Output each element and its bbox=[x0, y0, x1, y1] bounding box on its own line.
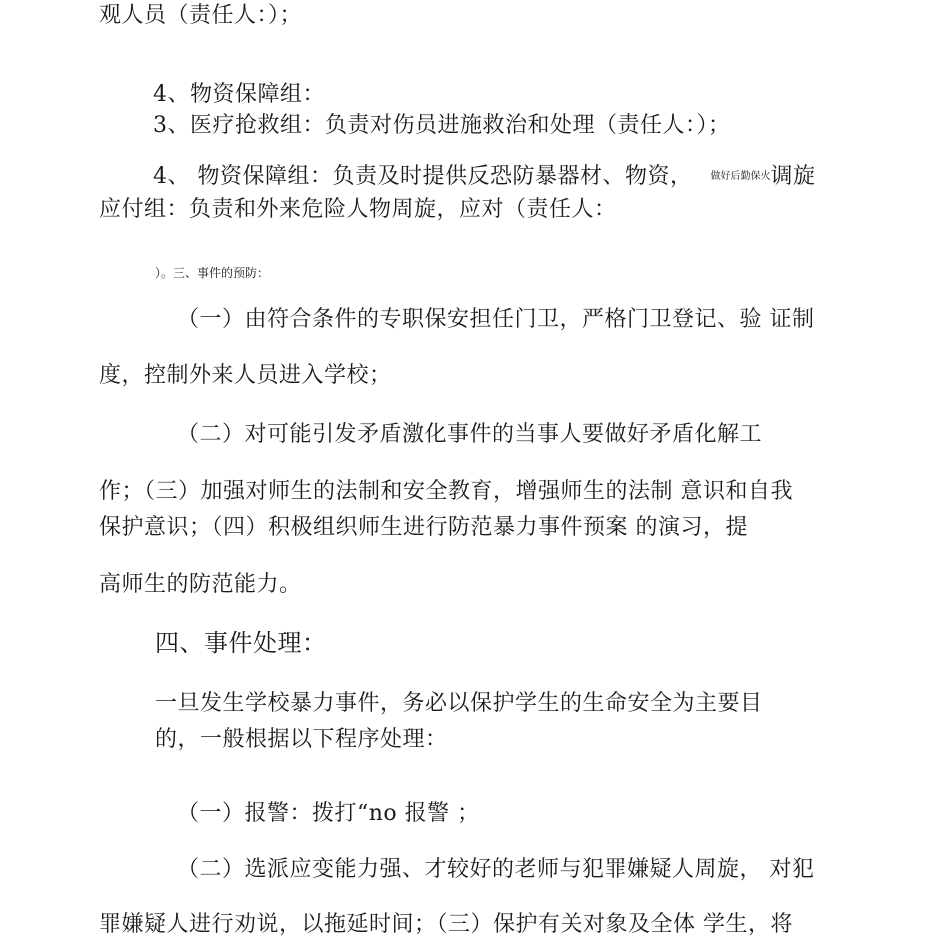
text-line-observers: 观人员（责任人：）； bbox=[99, 3, 303, 28]
text-line-prevention-1b: 度，控制外来人员进入学校； bbox=[99, 363, 392, 388]
text-line-response-group: 应付组：负责和外来危险人物周旋，应对（责任人： bbox=[99, 197, 617, 222]
text-line-supplies-group-heading: 4、物资保障组： bbox=[153, 82, 325, 107]
text-line-handling-1: （一）报警：拨打“no 报警 ； bbox=[177, 801, 480, 826]
text-line-handling-intro-a: 一旦发生学校暴力事件，务必以保护学生的生命安全为主要目 bbox=[155, 691, 763, 716]
text-line-supplies-group bbox=[153, 164, 816, 190]
text-line-handling-2b: 罪嫌疑人进行劝说，以拖延时间；（三）保护有关对象及全体 学生，将 bbox=[99, 912, 793, 937]
text-line-prevention-2b: 作；（三）加强对师生的法制和安全教育，增强师生的法制 意识和自我 bbox=[99, 479, 793, 504]
supplies-group-text: 4、 物资保障组：负责及时提供反恐防暴器材、物资， bbox=[153, 164, 693, 189]
text-line-prevention-4: 保护意识；（四）积极组织师生进行防范暴力事件预案 的演习，提 bbox=[99, 515, 748, 540]
section-four-heading: 四、事件处理： bbox=[155, 629, 327, 657]
text-line-medical-group: 3、医疗抢救组：负责对伤员进施救治和处理（责任人：）； bbox=[153, 113, 731, 138]
text-line-prevention-2a: （二）对可能引发矛盾激化事件的当事人要做好矛盾化解工 bbox=[177, 422, 763, 447]
supplies-group-tail: 调旋 bbox=[770, 164, 816, 189]
logistics-small-text: 做好后勤保火 bbox=[710, 171, 771, 182]
text-line-prevention-1a: （一）由符合条件的专职保安担任门卫，严格门卫登记、验 证制 bbox=[177, 307, 815, 332]
text-line-prevention-end: 高师生的防范能力。 bbox=[99, 572, 302, 597]
text-line-handling-2a: （二）选派应变能力强、才较好的老师与犯罪嫌疑人周旋， 对犯 bbox=[177, 857, 815, 882]
text-line-handling-intro-b: 的，一般根据以下程序处理： bbox=[155, 727, 448, 752]
section-three-heading: ）。三、事件的预防： bbox=[155, 266, 270, 280]
